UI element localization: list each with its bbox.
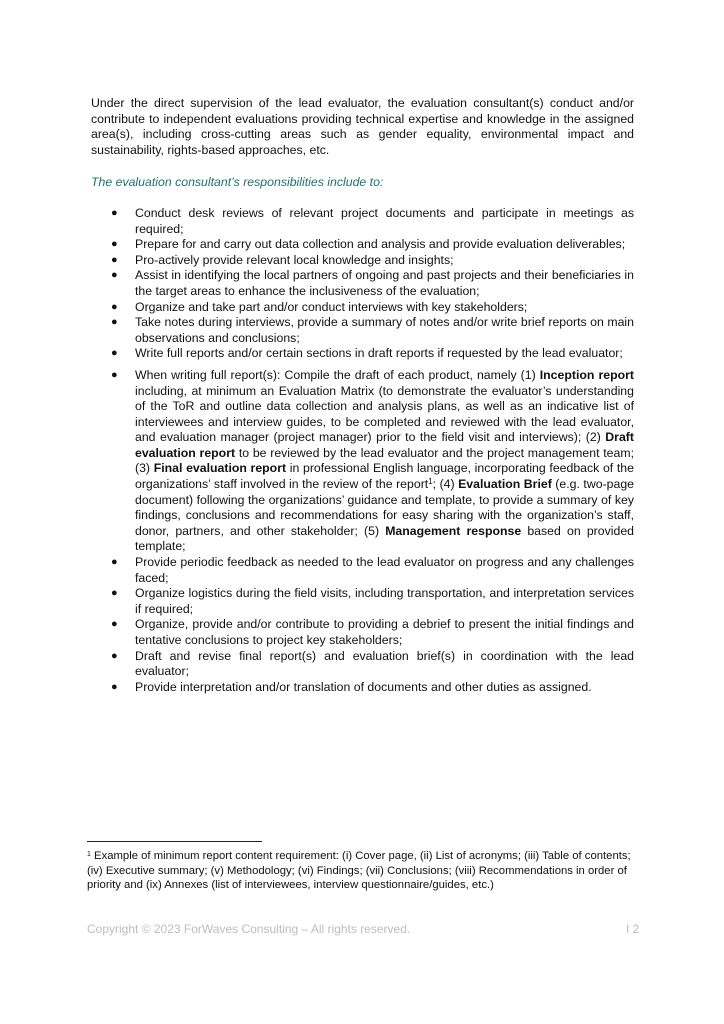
full-report-text-1: When writing full report(s): Compile the draft of each product, namely (1) (135, 367, 540, 382)
bullet-icon: ● (111, 316, 118, 329)
copyright-footer: Copyright © 2023 ForWaves Consulting – All rights reserved. (87, 922, 411, 936)
draft-evaluation-report-term: Draft evaluation report (135, 430, 634, 460)
page-number: I 2 (626, 922, 640, 936)
responsibilities-heading: The evaluation consultant’s responsibilities include to: (91, 175, 384, 190)
list-item-text: Take notes during interviews, provide a summary of notes and/or write brief reports on main observations and conclusions; (135, 315, 634, 345)
bullet-icon: ● (111, 618, 118, 631)
full-report-text-3: to be reviewed by the lead evaluator and the project management team; (3) (135, 445, 634, 476)
bullet-icon: ● (111, 680, 118, 693)
list-item-text: Prepare for and carry out data collection and analysis and provide evaluation deliverables; (135, 237, 626, 252)
list-item-text: Provide periodic feedback as needed to the lead evaluator on progress and any challenges faced; (135, 555, 634, 585)
bullet-icon: ● (111, 300, 118, 313)
final-evaluation-report-term: Final evaluation report (153, 461, 287, 476)
bullet-icon: ● (111, 649, 118, 662)
bullet-icon: ● (111, 253, 118, 266)
document-body (91, 96, 634, 695)
bullet-icon: ● (111, 238, 118, 251)
full-report-text-6: (e.g. two-page document) following the organizations’ guidance and template, to provide a summary of key findings, conclusions and recommendations for easy sharing with the organization’s staff, donor, partners, and other stakeholder; (5) (135, 477, 634, 538)
full-report-text-7: based on provided template; (135, 523, 634, 554)
list-item-full-report (91, 368, 634, 555)
full-report-text-5: ; (4) (432, 477, 459, 492)
footnote-reference[interactable]: 1 (428, 477, 433, 487)
list-item-text: Conduct desk reviews of relevant project documents and participate in meetings as required; (135, 205, 634, 236)
list-item (91, 586, 634, 617)
list-item (91, 649, 634, 680)
intro-paragraph: Under the direct supervision of the lead evaluator, the evaluation consultant(s) conduct and/or contribute to independent evaluations providing technical expertise and knowledge in the assigned area(s), including cross-cutting areas such as gender equality, environmental impact and sustainability, rights-based approaches, etc. (91, 96, 634, 157)
list-item-text: Assist in identifying the local partners of ongoing and past projects and their beneficiaries in the target areas to enhance the inclusiveness of the evaluation; (135, 268, 634, 298)
list-item-text: Write full reports and/or certain sections in draft reports if requested by the lead evaluator; (135, 346, 623, 361)
bullet-icon: ● (111, 269, 118, 282)
list-item (91, 300, 634, 316)
list-item (91, 237, 634, 253)
list-item-text: Organize logistics during the field visits, including transportation, and interpretation services if required; (135, 586, 634, 616)
full-report-text-2: including, at minimum an Evaluation Matrix (to demonstrate the evaluator’s understanding of the ToR and outline data collection and analysis plans, as well as an indicative list of interviewees and interview guides, to be completed and reviewed with the lead evaluator, and evaluation manager (project manager) prior to the field visit and interviews); (2) (135, 383, 634, 445)
list-item (91, 253, 634, 269)
bullet-icon: ● (111, 368, 118, 381)
footnote-text: Example of minimum report content requirement: (i) Cover page, (ii) List of acronyms; (iii) Table of contents; (iv) Executive summary; (v) Methodology; (vi) Findings; (vii) Conclusions; (viii) Recommendations in order of priority and (ix) Annexes (list of interviewees, interview questionnaire/guides, etc.) (87, 850, 631, 891)
bullet-icon: ● (111, 206, 118, 219)
list-item (91, 680, 634, 696)
list-item (91, 315, 634, 346)
list-item-text: Pro-actively provide relevant local knowledge and insights; (135, 252, 454, 267)
list-item (91, 206, 634, 237)
full-report-text-4: in professional English language, incorporating feedback of the organizations’ staff involved in the review of the report (135, 461, 634, 492)
list-item-text: Organize and take part and/or conduct interviews with key stakeholders; (135, 299, 528, 314)
bullet-icon: ● (111, 556, 118, 569)
list-item (91, 617, 634, 648)
footnote (87, 849, 637, 893)
footnote-marker: 1 (87, 851, 91, 858)
bullet-icon: ● (111, 587, 118, 600)
list-item-text: Organize, provide and/or contribute to providing a debrief to present the initial findings and tentative conclusions to project key stakeholders; (135, 617, 634, 647)
list-item-text: Draft and revise final report(s) and evaluation brief(s) in coordination with the lead evaluator; (135, 648, 634, 679)
responsibilities-list (91, 206, 634, 695)
management-response-term: Management response (385, 523, 522, 538)
bullet-icon: ● (111, 347, 118, 360)
list-item (91, 268, 634, 299)
list-item (91, 346, 634, 362)
list-item (91, 555, 634, 586)
evaluation-brief-term: Evaluation Brief (458, 477, 552, 492)
list-item-text: Provide interpretation and/or translation of documents and other duties as assigned. (135, 679, 592, 694)
inception-report-term: Inception report (539, 367, 634, 382)
footnote-separator (87, 841, 262, 842)
